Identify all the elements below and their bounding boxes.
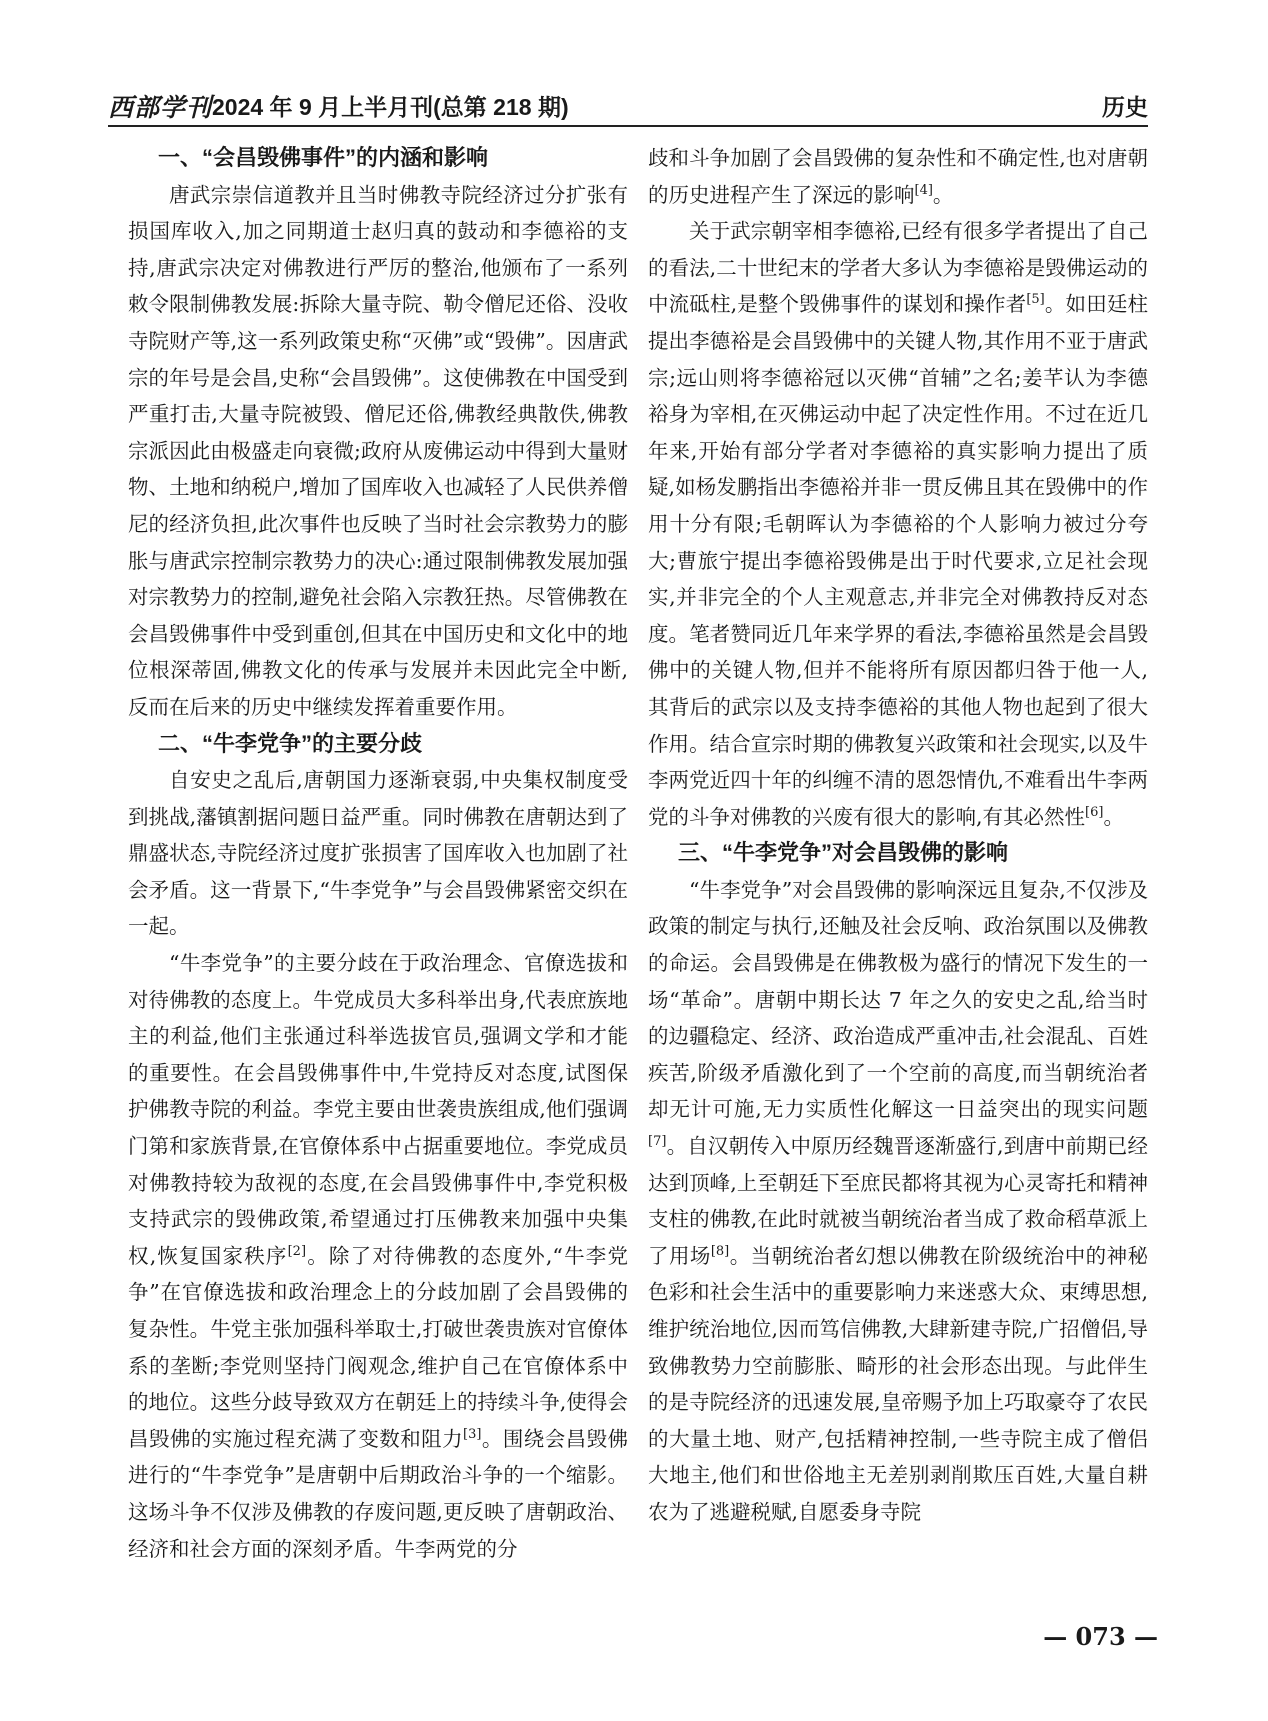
section-2-paragraph-3: [648, 213, 1148, 835]
section-1-heading: 一、“会昌毁佛事件”的内涵和影响: [158, 145, 489, 170]
continued-paragraph: [648, 140, 1148, 213]
header-divider: [108, 125, 1148, 127]
paragraph-text: 。自汉朝传入中原历经魏晋逐渐盛行,到唐中前期已经达到顶峰,上至朝廷下至庶民都将其视为心灵寄托和精神支柱的佛教,在此时就被当朝统治者当成了救命稻草派上了用场: [648, 1134, 1148, 1268]
citation-ref: [4]: [914, 182, 933, 198]
paragraph-text: “牛李党争”对会昌毁佛的影响深远且复杂,不仅涉及政策的制定与执行,还触及社会反响、政治氛围以及佛教的命运。会昌毁佛是在佛教极为盛行的情况下发生的一场“革命”。唐朝中期长达 7 年之久的安史之乱,给当时的边疆稳定、经济、政治造成严重冲击,社会混乱、百姓疾苦,阶级矛盾激化到了一个空前的高度,而当朝统治者却无计可施,无力实质性化解这一日益突出的现实问题: [648, 877, 1148, 1122]
section-3-paragraph: [648, 872, 1148, 1531]
citation-ref: [8]: [710, 1243, 730, 1259]
citation-ref: [7]: [648, 1134, 667, 1150]
citation-ref: [3]: [463, 1426, 482, 1442]
section-label: 历史: [1102, 94, 1148, 120]
paragraph-text: 。当朝统治者幻想以佛教在阶级统治中的神秘色彩和社会生活中的重要影响力来迷惑大众、束缚思想,维护统治地位,因而笃信佛教,大肆新建寺院,广招僧侣,导致佛教势力空前膨胀、畸形的社会形态出现。与此伴生的是寺院经济的迅速发展,皇帝赐予加上巧取豪夺了农民的大量土地、财产,包括精神控制,一些寺院主成了僧侣大地主,他们和世俗地主无差别剥削欺压百姓,大量自耕农为了逃避税赋,自愿委身寺院: [648, 1243, 1149, 1524]
section-2-paragraph-2: [128, 945, 628, 1567]
paragraph-text: 。除了对待佛教的态度外,“牛李党争”在官僚选拔和政治理念上的分歧加剧了会昌毁佛的复杂性。牛党主张加强科举取士,打破世袭贵族对官僚体系的垄断;李党则坚持门阀观念,维护自己在官僚体系中的地位。这些分歧导致双方在朝廷上的持续斗争,使得会昌毁佛的实施过程充满了变数和阻力: [128, 1243, 628, 1451]
right-column: [648, 140, 1148, 1531]
issue-label: 2024 年 9 月上半月刊(总第 218 期): [212, 94, 569, 120]
section-3-heading: 三、“牛李党争”对会昌毁佛的影响: [678, 840, 1009, 866]
journal-logo: 西部学刊: [108, 93, 213, 122]
section-1-paragraph: 唐武宗崇信道教并且当时佛教寺院经济过分扩张有损国库收入,加之同期道士赵归真的鼓动和李德裕的支持,唐武宗决定对佛教进行严厉的整治,他颁布了一系列敕令限制佛教发展:拆除大量寺院、勒令僧尼还俗、没收寺院财产等,这一系列政策史称“灭佛”或“毁佛”。因唐武宗的年号是会昌,史称“会昌毁佛”。这使佛教在中国受到严重打击,大量寺院被毁、僧尼还俗,佛教经典散佚,佛教宗派因此由极盛走向衰微;政府从废佛运动中得到大量财物、土地和纳税户,增加了国库收入也减轻了人民供养僧尼的经济负担,此次事件也反映了当时社会宗教势力的膨胀与唐武宗控制宗教势力的决心:通过限制佛教发展加强对宗教势力的控制,避免社会陷入宗教狂热。尽管佛教在会昌毁佛事件中受到重创,但其在中国历史和文化中的地位根深蒂固,佛教文化的传承与发展并未因此完全中断,反而在后来的历史中继续发挥着重要作用。: [128, 182, 628, 719]
citation-ref: [2]: [287, 1243, 307, 1259]
paragraph-text: 关于武宗朝宰相李德裕,已经有很多学者提出了自己的看法,二十世纪末的学者大多认为李德裕是毁佛运动的中流砥柱,是整个毁佛事件的谋划和操作者: [648, 219, 1148, 317]
paragraph-text: “牛李党争”的主要分歧在于政治理念、官僚选拔和对待佛教的态度上。牛党成员大多科举出身,代表庶族地主的利益,他们主张通过科举选拔官员,强调文学和才能的重要性。在会昌毁佛事件中,牛党持反对态度,试图保护佛教寺院的利益。李党主要由世袭贵族组成,他们强调门第和家族背景,在官僚体系中占据重要地位。李党成员对佛教持较为敌视的态度,在会昌毁佛事件中,李党积极支持武宗的毁佛政策,希望通过打压佛教来加强中央集权,恢复国家秩序: [128, 951, 628, 1268]
page-number: — 073 —: [1043, 1622, 1158, 1651]
paragraph-text: 歧和斗争加剧了会昌毁佛的复杂性和不确定性,也对唐朝的历史进程产生了深远的影响: [648, 146, 1148, 207]
citation-ref: [6]: [1085, 804, 1104, 820]
section-2-paragraph-1: 自安史之乱后,唐朝国力逐渐衰弱,中央集权制度受到挑战,藩镇割据问题日益严重。同时佛教在唐朝达到了鼎盛状态,寺院经济过度扩张损害了国库收入也加剧了社会矛盾。这一背景下,“牛李党争”与会昌毁佛紧密交织在一起。: [128, 768, 628, 939]
paragraph-text: 。如田廷柱提出李德裕是会昌毁佛中的关键人物,其作用不亚于唐武宗;远山则将李德裕冠以灭佛“首辅”之名;姜芊认为李德裕身为宰相,在灭佛运动中起了决定性作用。不过在近几年来,开始有部分学者对李德裕的真实影响力提出了质疑,如杨发鹏指出李德裕并非一贯反佛且其在毁佛中的作用十分有限;毛朝晖认为李德裕的个人影响力被过分夸大;曹旅宁提出李德裕毁佛是出于时代要求,立足社会现实,并非完全的个人主观意志,并非完全对佛教持反对态度。笔者赞同近几年来学界的看法,李德裕虽然是会昌毁佛中的关键人物,但并不能将所有原因都归咎于他一人,其背后的武宗以及支持李德裕的其他人物也起到了很大作用。结合宣宗时期的佛教复兴政策和社会现实,以及牛李两党近四十年的纠缠不清的恩怨情仇,不难看出牛李两党的斗争对佛教的兴废有很大的影响,有其必然性: [648, 292, 1149, 829]
left-column: [128, 140, 628, 1567]
paragraph-text: 。围绕会昌毁佛进行的“牛李党争”是唐朝中后期政治斗争的一个缩影。这场斗争不仅涉及佛教的存废问题,更反映了唐朝政治、经济和社会方面的深刻矛盾。牛李两党的分: [128, 1426, 629, 1561]
page-header: [108, 86, 1148, 126]
section-2-heading: 二、“牛李党争”的主要分歧: [158, 730, 423, 756]
paragraph-text: 。: [932, 182, 954, 207]
paragraph-text: 。: [1103, 804, 1124, 829]
citation-ref: [5]: [1026, 292, 1045, 308]
